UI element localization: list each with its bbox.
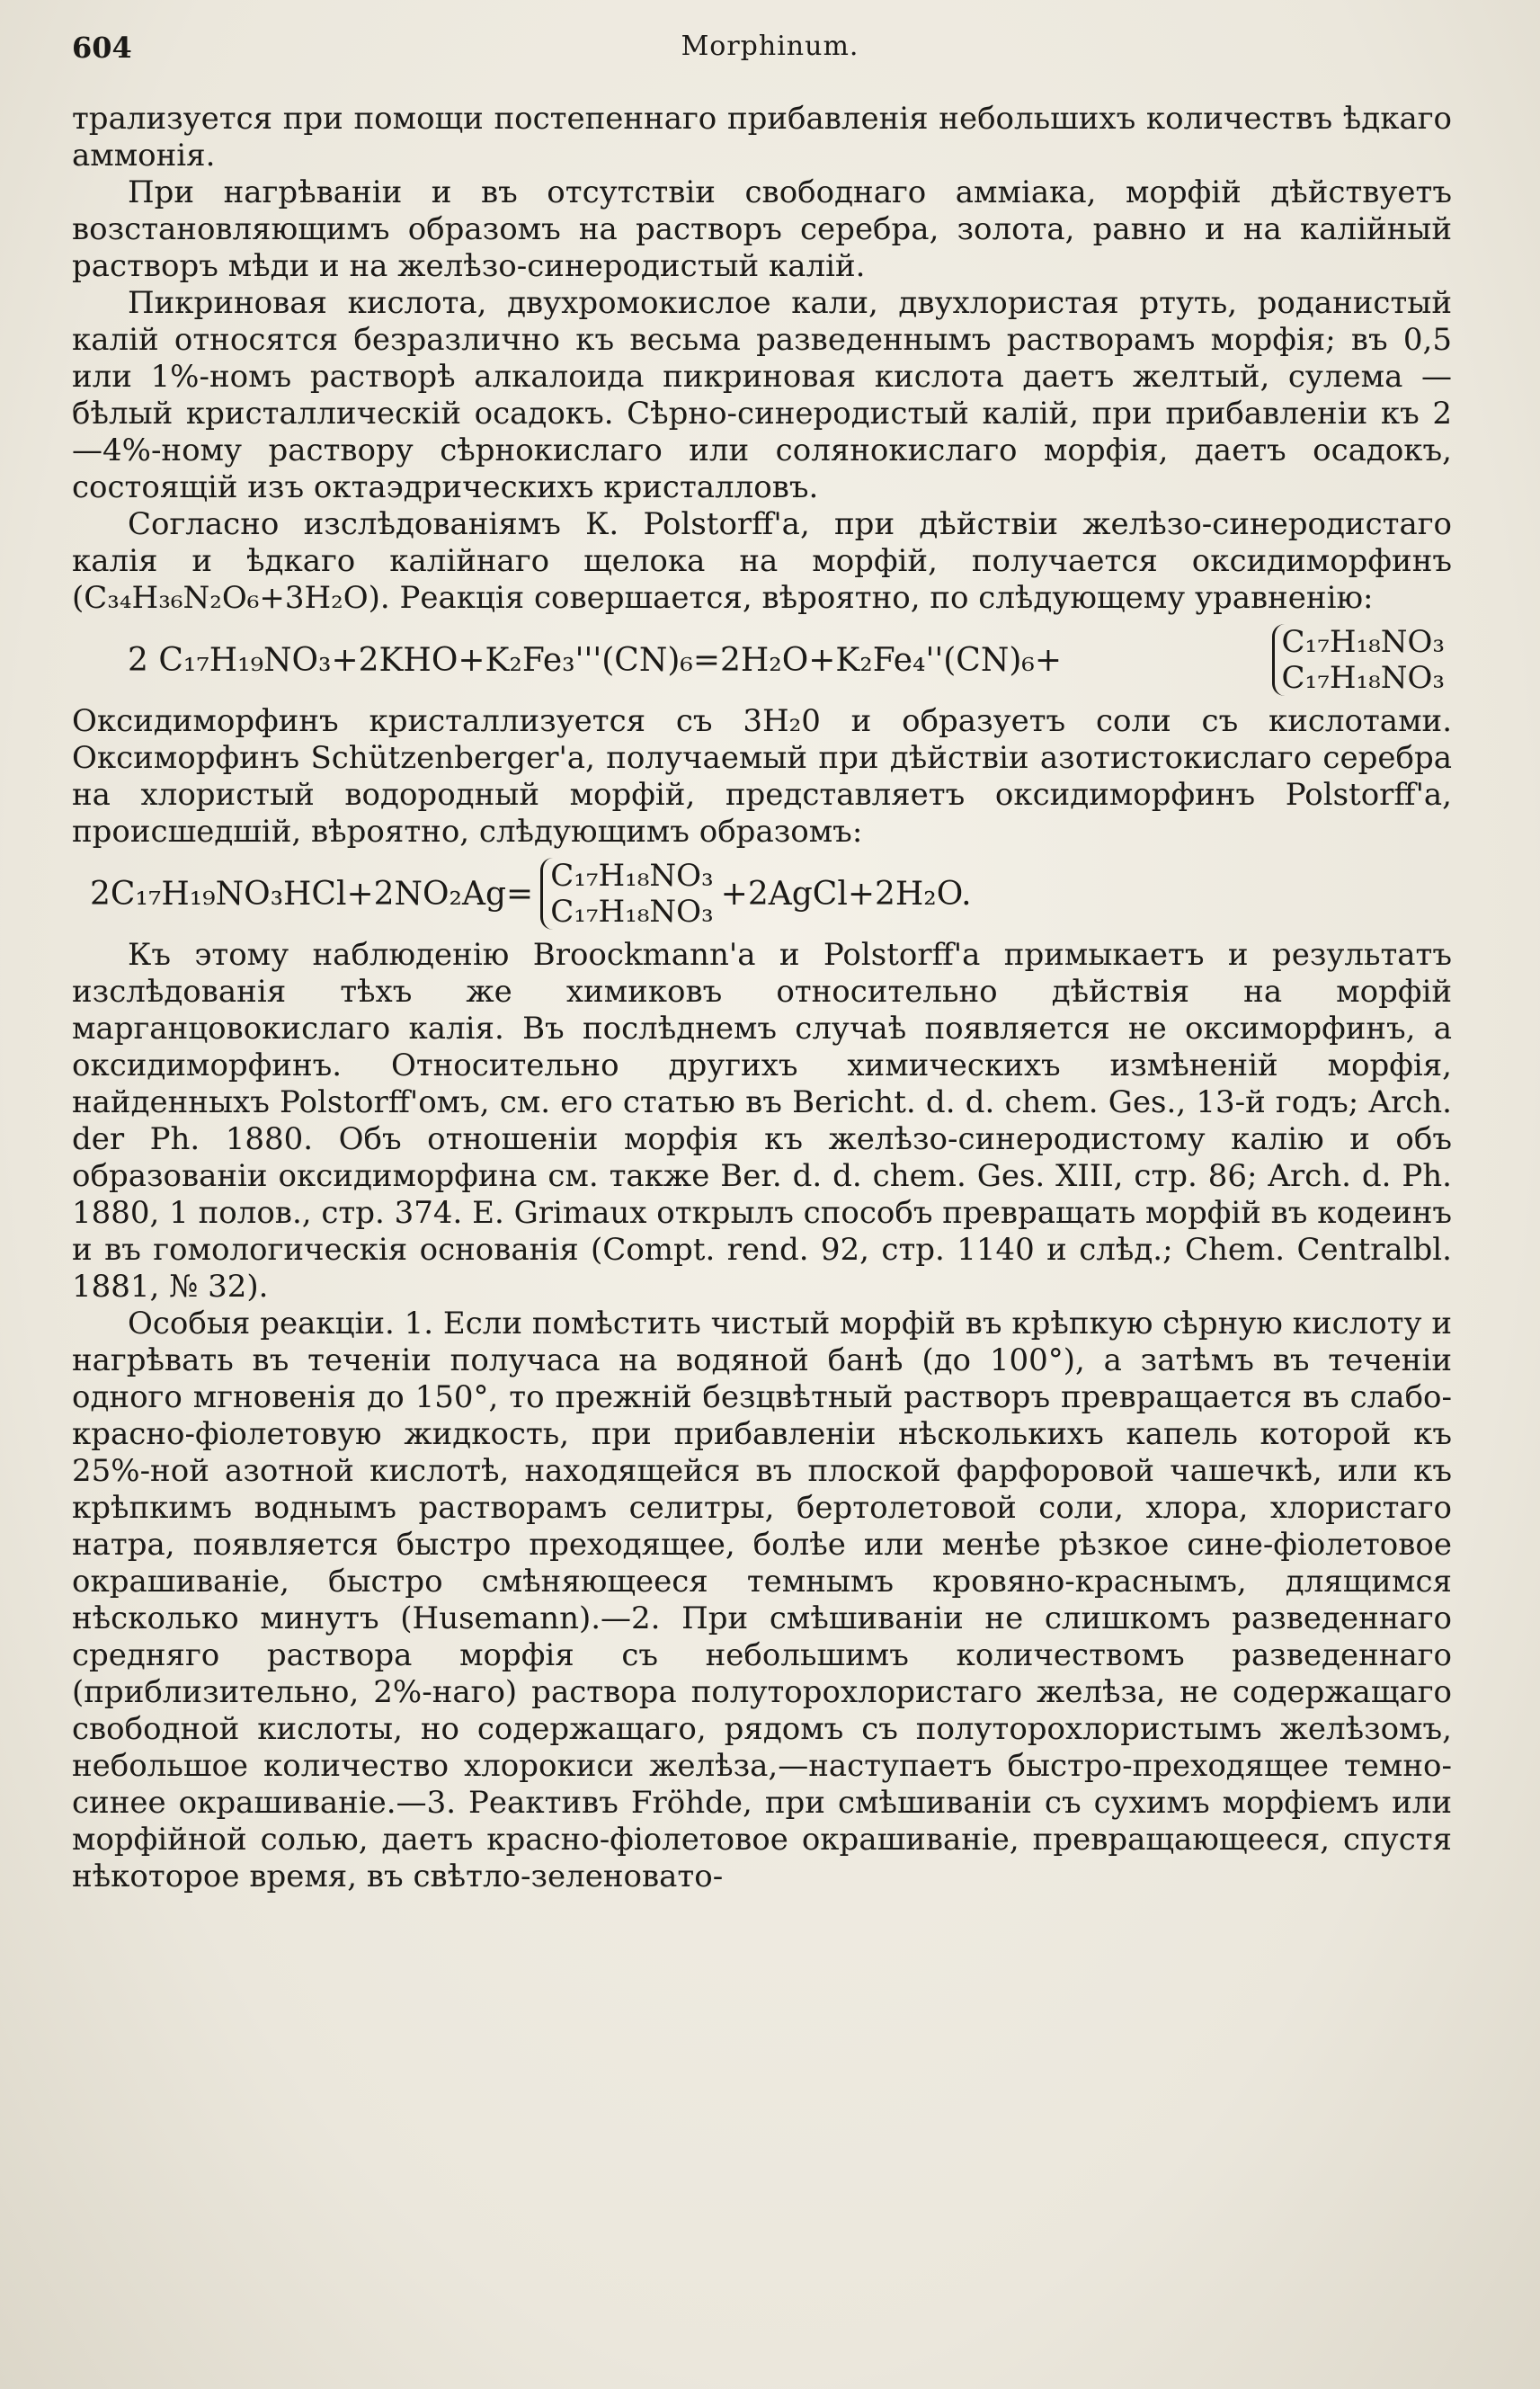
equation-rhs: +2AgCl+2H₂O. bbox=[720, 875, 972, 913]
paragraph: Къ этому наблюденію Broockmann'а и Polstorff'а примыкаетъ и результатъ изслѣдованія тѣхъ же химиковъ относительно дѣйствія на морфій марганцовокислаго калія. Въ послѣднемъ случаѣ появляется не оксиморфинъ, а оксидиморфинъ. Относительно другихъ химическихъ измѣненій морфія, найденныхъ Polstorff'омъ, см. его статью въ Bericht. d. d. chem. Ges., 13-й годъ; Arch. der Ph. 1880. Объ отношеніи морфія къ желѣзо-синеродистому калію и объ образованіи оксидиморфина см. также Ber. d. d. chem. Ges. XIII, стр. 86; Arch. d. Ph. 1880, 1 полов., стр. 374. E. Grimaux открылъ способъ превращать морфій въ кодеинъ и въ гомологическія основанія (Compt. rend. 92, стр. 1140 и слѣд.; Chem. Centralbl. 1881, № 32). bbox=[72, 937, 1452, 1305]
equation-silver-nitrite bbox=[72, 851, 1452, 937]
paragraph: Пикриновая кислота, двухромокислое кали, двухлористая ртуть, роданистый калій относятся безразлично къ весьма разведеннымъ растворамъ морфія; въ 0,5 или 1%-номъ растворѣ алкалоида пикриновая кислота даетъ желтый, сулема — бѣлый кристаллическій осадокъ. Сѣрно-синеродистый калій, при прибавленіи къ 2—4%-ному раствору сѣрнокислаго или солянокислаго морфія, даетъ осадокъ, состоящій изъ октаэдрическихъ кристалловъ. bbox=[72, 285, 1452, 505]
paragraph: Согласно изслѣдованіямъ К. Polstorff'а, при дѣйствіи желѣзо-синеродистаго калія и ѣдкаго калійнаго щелока на морфій, получается оксидиморфинъ (C₃₄H₃₆N₂O₆+3H₂O). Реакція совершается, вѣроятно, по слѣдующему уравненію: bbox=[72, 506, 1452, 616]
equation-lhs: 2C₁₇H₁₉NO₃HCl+2NO₂Ag= bbox=[90, 875, 534, 913]
equation-bracket-bottom: C₁₇H₁₈NO₃ bbox=[550, 894, 714, 930]
equation-bracket bbox=[1272, 624, 1445, 696]
equation-bracket-top: C₁₇H₁₈NO₃ bbox=[550, 858, 714, 894]
equation-bracket bbox=[540, 858, 713, 930]
body-text bbox=[72, 101, 1452, 1895]
equation-bracket-bottom: C₁₇H₁₈NO₃ bbox=[1281, 660, 1445, 696]
paragraph: трализуется при помощи постепеннаго прибавленія небольшихъ количествъ ѣдкаго аммонія. bbox=[72, 101, 1452, 174]
paragraph: При нагрѣваніи и въ отсутствіи свободнаго амміака, морфій дѣйствуетъ возстановляющимъ образомъ на растворъ серебра, золота, равно и на калійный растворъ мѣди и на желѣзо-синеродистый калій. bbox=[72, 174, 1452, 284]
equation-lhs: 2 C₁₇H₁₉NO₃+2KHO+K₂Fe₃'''(CN)₆=2H₂O+K₂Fe₄''(CN)₆+ bbox=[128, 641, 1062, 679]
equation-oxidation bbox=[72, 617, 1452, 703]
equation-bracket-top: C₁₇H₁₈NO₃ bbox=[1281, 624, 1445, 660]
page-number: 604 bbox=[72, 31, 132, 65]
paragraph: Оксидиморфинъ кристаллизуется съ 3H₂0 и образуетъ соли съ кислотами. Оксиморфинъ Schützenberger'а, получаемый при дѣйствіи азотистокислаго серебра на хлористый водородный морфій, представляетъ оксидиморфинъ Polstorff'а, происшедшій, вѣроятно, слѣдующимъ образомъ: bbox=[72, 703, 1452, 850]
running-title: Morphinum. bbox=[681, 31, 859, 62]
page-header bbox=[72, 27, 1468, 68]
paragraph: Особыя реакціи. 1. Если помѣстить чистый морфій въ крѣпкую сѣрную кислоту и нагрѣвать въ теченіи получаса на водяной банѣ (до 100°), а затѣмъ въ теченіи одного мгновенія до 150°, то прежній безцвѣтный растворъ превращается въ слабо-красно-фіолетовую жидкость, при прибавленіи нѣсколькихъ капель которой къ 25%-ной азотной кислотѣ, находящейся въ плоской фарфоровой чашечкѣ, или къ крѣпкимъ воднымъ растворамъ селитры, бертолетовой соли, хлора, хлористаго натра, появляется быстро преходящее, болѣе или менѣе рѣзкое сине-фіолетовое окрашиваніе, быстро смѣняющееся темнымъ кровяно-краснымъ, длящимся нѣсколько минутъ (Husemann).—2. При смѣшиваніи не слишкомъ разведеннаго средняго раствора морфія съ небольшимъ количествомъ разведеннаго (приблизительно, 2%-наго) раствора полуторохлористаго желѣза, не содержащаго свободной кислоты, но содержащаго, рядомъ съ полуторохлористымъ желѣзомъ, небольшое количество хлорокиси желѣза,—наступаетъ быстро-преходящее темно-синее окрашиваніе.—3. Реактивъ Fröhde, при смѣшиваніи съ сухимъ морфіемъ или морфійной солью, даетъ красно-фіолетовое окрашиваніе, превращающееся, спустя нѣкоторое время, въ свѣтло-зеленовато- bbox=[72, 1306, 1452, 1894]
